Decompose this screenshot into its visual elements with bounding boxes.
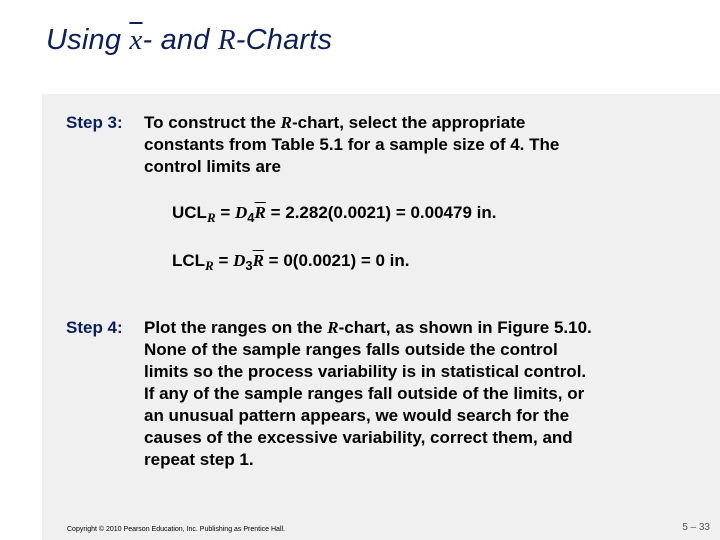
copyright-notice: Copyright © 2010 Pearson Education, Inc. Publishing as Prentice Hall. bbox=[67, 526, 286, 533]
ucl-equation bbox=[172, 203, 496, 226]
step-3-label: Step 3: bbox=[66, 113, 123, 132]
ucl-d-constant: D bbox=[235, 203, 248, 222]
step-4-line-4: If any of the sample ranges fall outside of the limits, or bbox=[144, 384, 585, 403]
lcl-name: LCL bbox=[172, 251, 206, 270]
step-4-line-1b: -chart, as shown in Figure 5.10. bbox=[338, 318, 592, 337]
lcl-subscript: R bbox=[205, 258, 214, 273]
title-x-bar-symbol: x bbox=[129, 24, 143, 56]
title-middle: - and bbox=[142, 24, 218, 56]
step-3-r-symbol: R bbox=[280, 113, 292, 132]
step-4-text bbox=[144, 317, 592, 471]
lcl-rhs: = 0(0.0021) = 0 in. bbox=[263, 251, 410, 270]
step-3-text bbox=[144, 112, 559, 178]
step-4-line-6: causes of the excessive variability, correct them, and bbox=[144, 428, 573, 447]
title-r-symbol: R bbox=[217, 24, 236, 56]
step-4-line-1a: Plot the ranges on the bbox=[144, 318, 328, 337]
ucl-subscript: R bbox=[206, 210, 216, 225]
step-4-label: Step 4: bbox=[66, 318, 123, 337]
step-4-line-7: repeat step 1. bbox=[144, 450, 254, 469]
step-3-line-1a: To construct the bbox=[144, 113, 281, 132]
lcl-d-subscript: 3 bbox=[245, 258, 253, 273]
lcl-r-bar: $\overline{R}$ bbox=[252, 251, 264, 270]
slide-title bbox=[46, 24, 332, 57]
ucl-name: UCL bbox=[172, 203, 207, 222]
step-4-line-1 bbox=[144, 317, 592, 339]
lcl-d-constant: D bbox=[233, 251, 246, 270]
ucl-d-subscript: 4 bbox=[247, 210, 255, 225]
step-4-r-symbol: R bbox=[327, 318, 339, 337]
step-3-line-1 bbox=[144, 112, 559, 134]
title-suffix: -Charts bbox=[235, 24, 333, 56]
title-prefix: Using bbox=[46, 24, 130, 56]
page-number: 5 – 33 bbox=[682, 522, 710, 533]
ucl-rhs: = 2.282(0.0021) = 0.00479 in. bbox=[265, 203, 497, 222]
step-4-line-2: None of the sample ranges falls outside the control bbox=[144, 340, 558, 359]
ucl-equals: = bbox=[215, 203, 235, 222]
step-3-line-3: control limits are bbox=[144, 157, 281, 176]
step-3-line-2: constants from Table 5.1 for a sample size of 4. The bbox=[144, 135, 560, 154]
step-4-line-5: an unusual pattern appears, we would search for the bbox=[144, 406, 570, 425]
step-4-line-3: limits so the process variability is in statistical control. bbox=[144, 362, 587, 381]
lcl-equals: = bbox=[213, 251, 234, 270]
lcl-equation bbox=[172, 251, 409, 274]
ucl-r-bar: $\overline{R}$ bbox=[254, 203, 266, 222]
step-3 bbox=[66, 112, 560, 176]
step-3-line-1b: -chart, select the appropriate bbox=[291, 113, 526, 132]
step-4 bbox=[66, 317, 592, 469]
